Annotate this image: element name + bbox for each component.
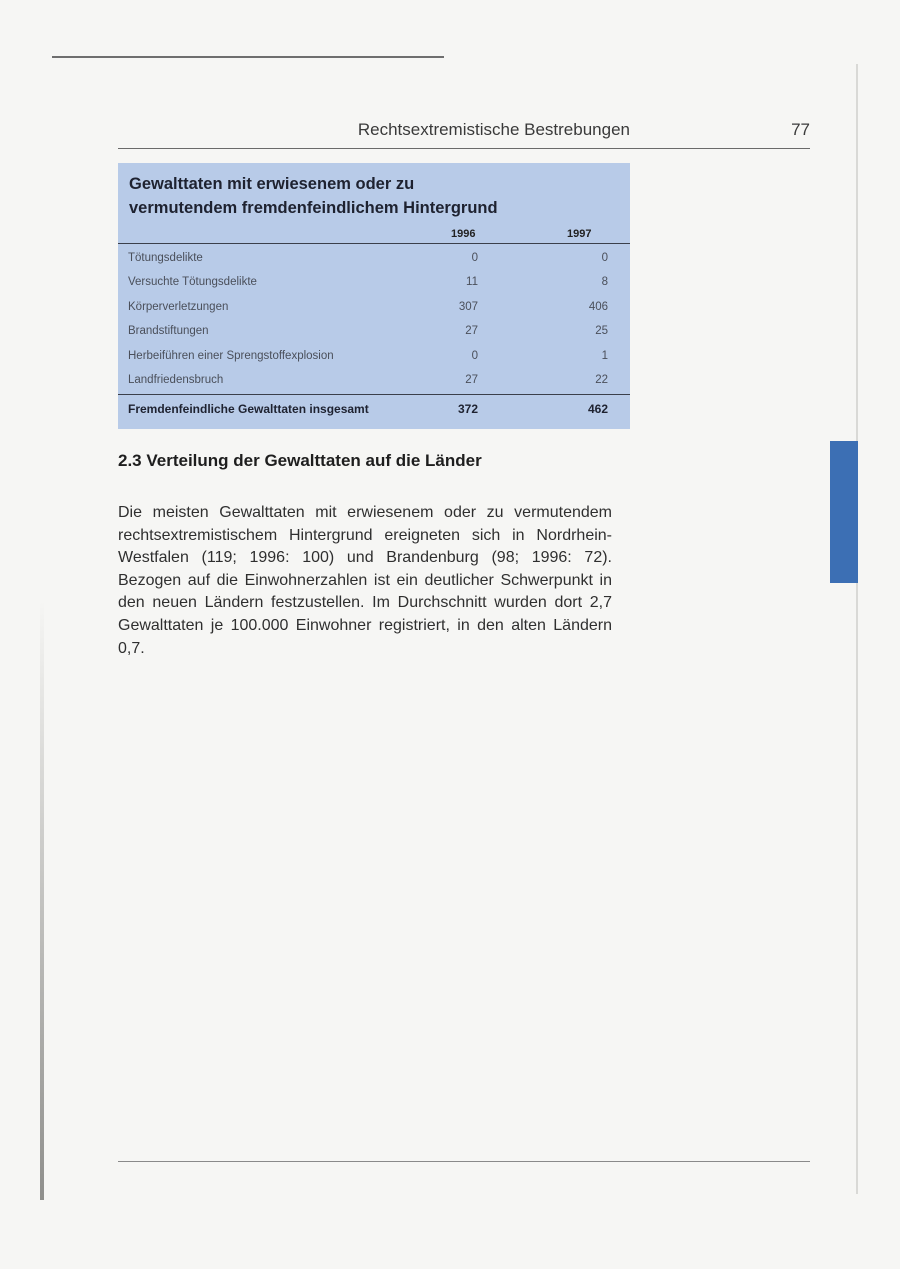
table-header-rule [118,243,630,244]
table-row [128,252,608,272]
running-header [118,120,810,149]
footer-rule [118,1161,810,1162]
row-value-1997: 25 [595,325,608,337]
section-heading: 2.3 Verteilung der Gewalttaten auf die Länder [118,451,482,470]
running-title: Rechtsextremistische Bestrebungen [357,120,630,139]
row-label: Körperverletzungen [128,301,229,313]
page-edge-right [856,64,858,1194]
row-value-1996: 0 [471,350,478,362]
row-value-1997: 0 [601,252,608,264]
page-edge-left [40,600,44,1200]
table-total-rule [118,394,630,395]
row-value-1996: 0 [471,252,478,264]
row-value-1997: 22 [595,374,608,386]
row-label: Tötungsdelikte [128,252,203,264]
row-value-1997: 8 [601,276,608,288]
column-header-1996: 1996 [451,228,476,240]
row-value-1997: 1 [601,350,608,362]
row-label: Brandstiftungen [128,325,209,337]
row-label: Herbeiführen einer Sprengstoffexplosion [128,350,334,362]
table-total-row [128,402,608,422]
table-caption [129,172,549,220]
table-row [128,325,608,345]
table-row [128,350,608,370]
total-label: Fremdenfeindliche Gewalttaten insgesamt [128,402,369,416]
row-label: Landfriedensbruch [128,374,224,386]
total-value-1997: 462 [587,402,608,416]
chapter-thumb-tab [830,441,858,583]
table-row [128,301,608,321]
row-value-1996: 27 [465,374,478,386]
table-caption-line-1: Gewalttaten mit erwiesenem oder zu [129,175,415,193]
row-value-1996: 307 [458,301,478,313]
row-value-1996: 27 [465,325,478,337]
top-page-rule [52,56,444,58]
table-caption-line-2: vermutendem fremdenfeindlichem Hintergrund [129,199,498,217]
row-value-1997: 406 [588,301,608,313]
row-value-1996: 11 [466,276,478,288]
page-number: 77 [791,120,810,139]
row-label: Versuchte Tötungsdelikte [128,276,257,288]
column-header-1997: 1997 [567,228,592,240]
table-row [128,374,608,394]
body-paragraph: Die meisten Gewalttaten mit erwiesenem oder zu vermutendem rechtsextremistischem Hintergrund ereigneten sich in Nordrhein-Westfalen (119; 1996: 100) und Brandenburg (98; 1996: 72). Bezogen auf die Einwohnerzahlen ist ein deutlicher Schwerpunkt in den neuen Ländern festzustellen. Im Durchschnitt wurden dort 2,7 Gewalttaten je 100.000 Einwohner registriert, in den alten Ländern 0,7. [118,504,612,657]
table-row [128,276,608,296]
total-value-1996: 372 [457,402,478,416]
